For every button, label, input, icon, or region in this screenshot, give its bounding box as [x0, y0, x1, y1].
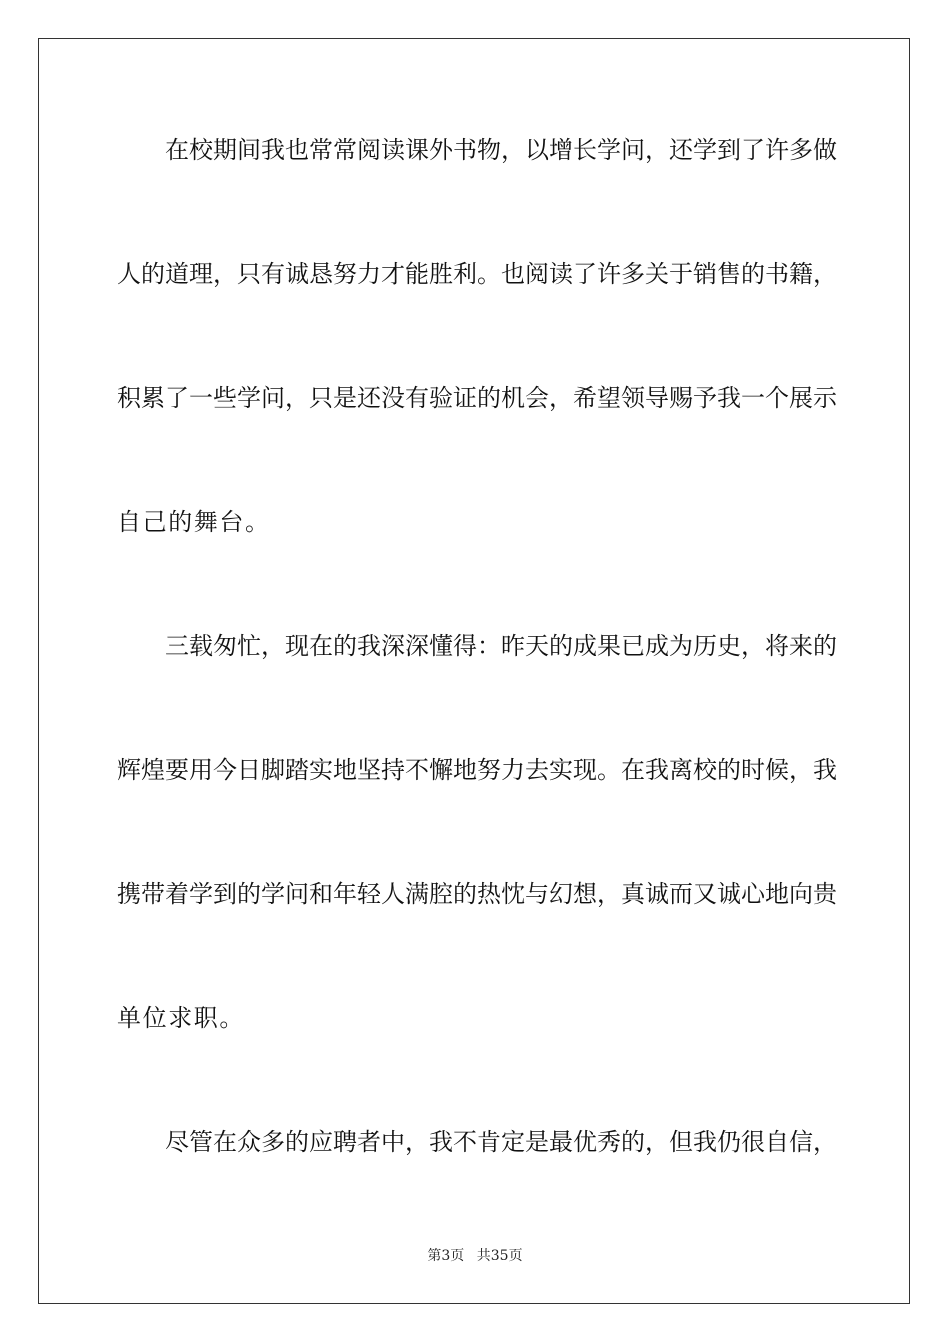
body-text-line: 辉煌要用今日脚踏实地坚持不懈地努力去实现。在我离校的时候，我	[117, 756, 837, 784]
page-border	[38, 38, 910, 1304]
page-number: 第3页	[427, 1248, 465, 1264]
body-text-line: 三载匆忙，现在的我深深懂得：昨天的成果已成为历史，将来的	[165, 632, 837, 660]
body-text-line: 携带着学到的学问和年轻人满腔的热忱与幻想，真诚而又诚心地向贵	[117, 880, 837, 908]
body-text-line: 人的道理，只有诚恳努力才能胜利。也阅读了许多关于销售的书籍，	[117, 260, 837, 288]
body-text-line: 在校期间我也常常阅读课外书物，以增长学问，还学到了许多做	[165, 136, 837, 164]
body-text-line: 自己的舞台。	[117, 508, 271, 536]
body-text-line: 单位求职。	[117, 1004, 245, 1032]
page-total: 共35页	[476, 1248, 523, 1264]
body-text-line: 积累了一些学问，只是还没有验证的机会，希望领导赐予我一个展示	[117, 384, 837, 412]
page-footer	[0, 1247, 950, 1265]
body-text-line: 尽管在众多的应聘者中，我不肯定是最优秀的，但我仍很自信，	[165, 1128, 837, 1156]
